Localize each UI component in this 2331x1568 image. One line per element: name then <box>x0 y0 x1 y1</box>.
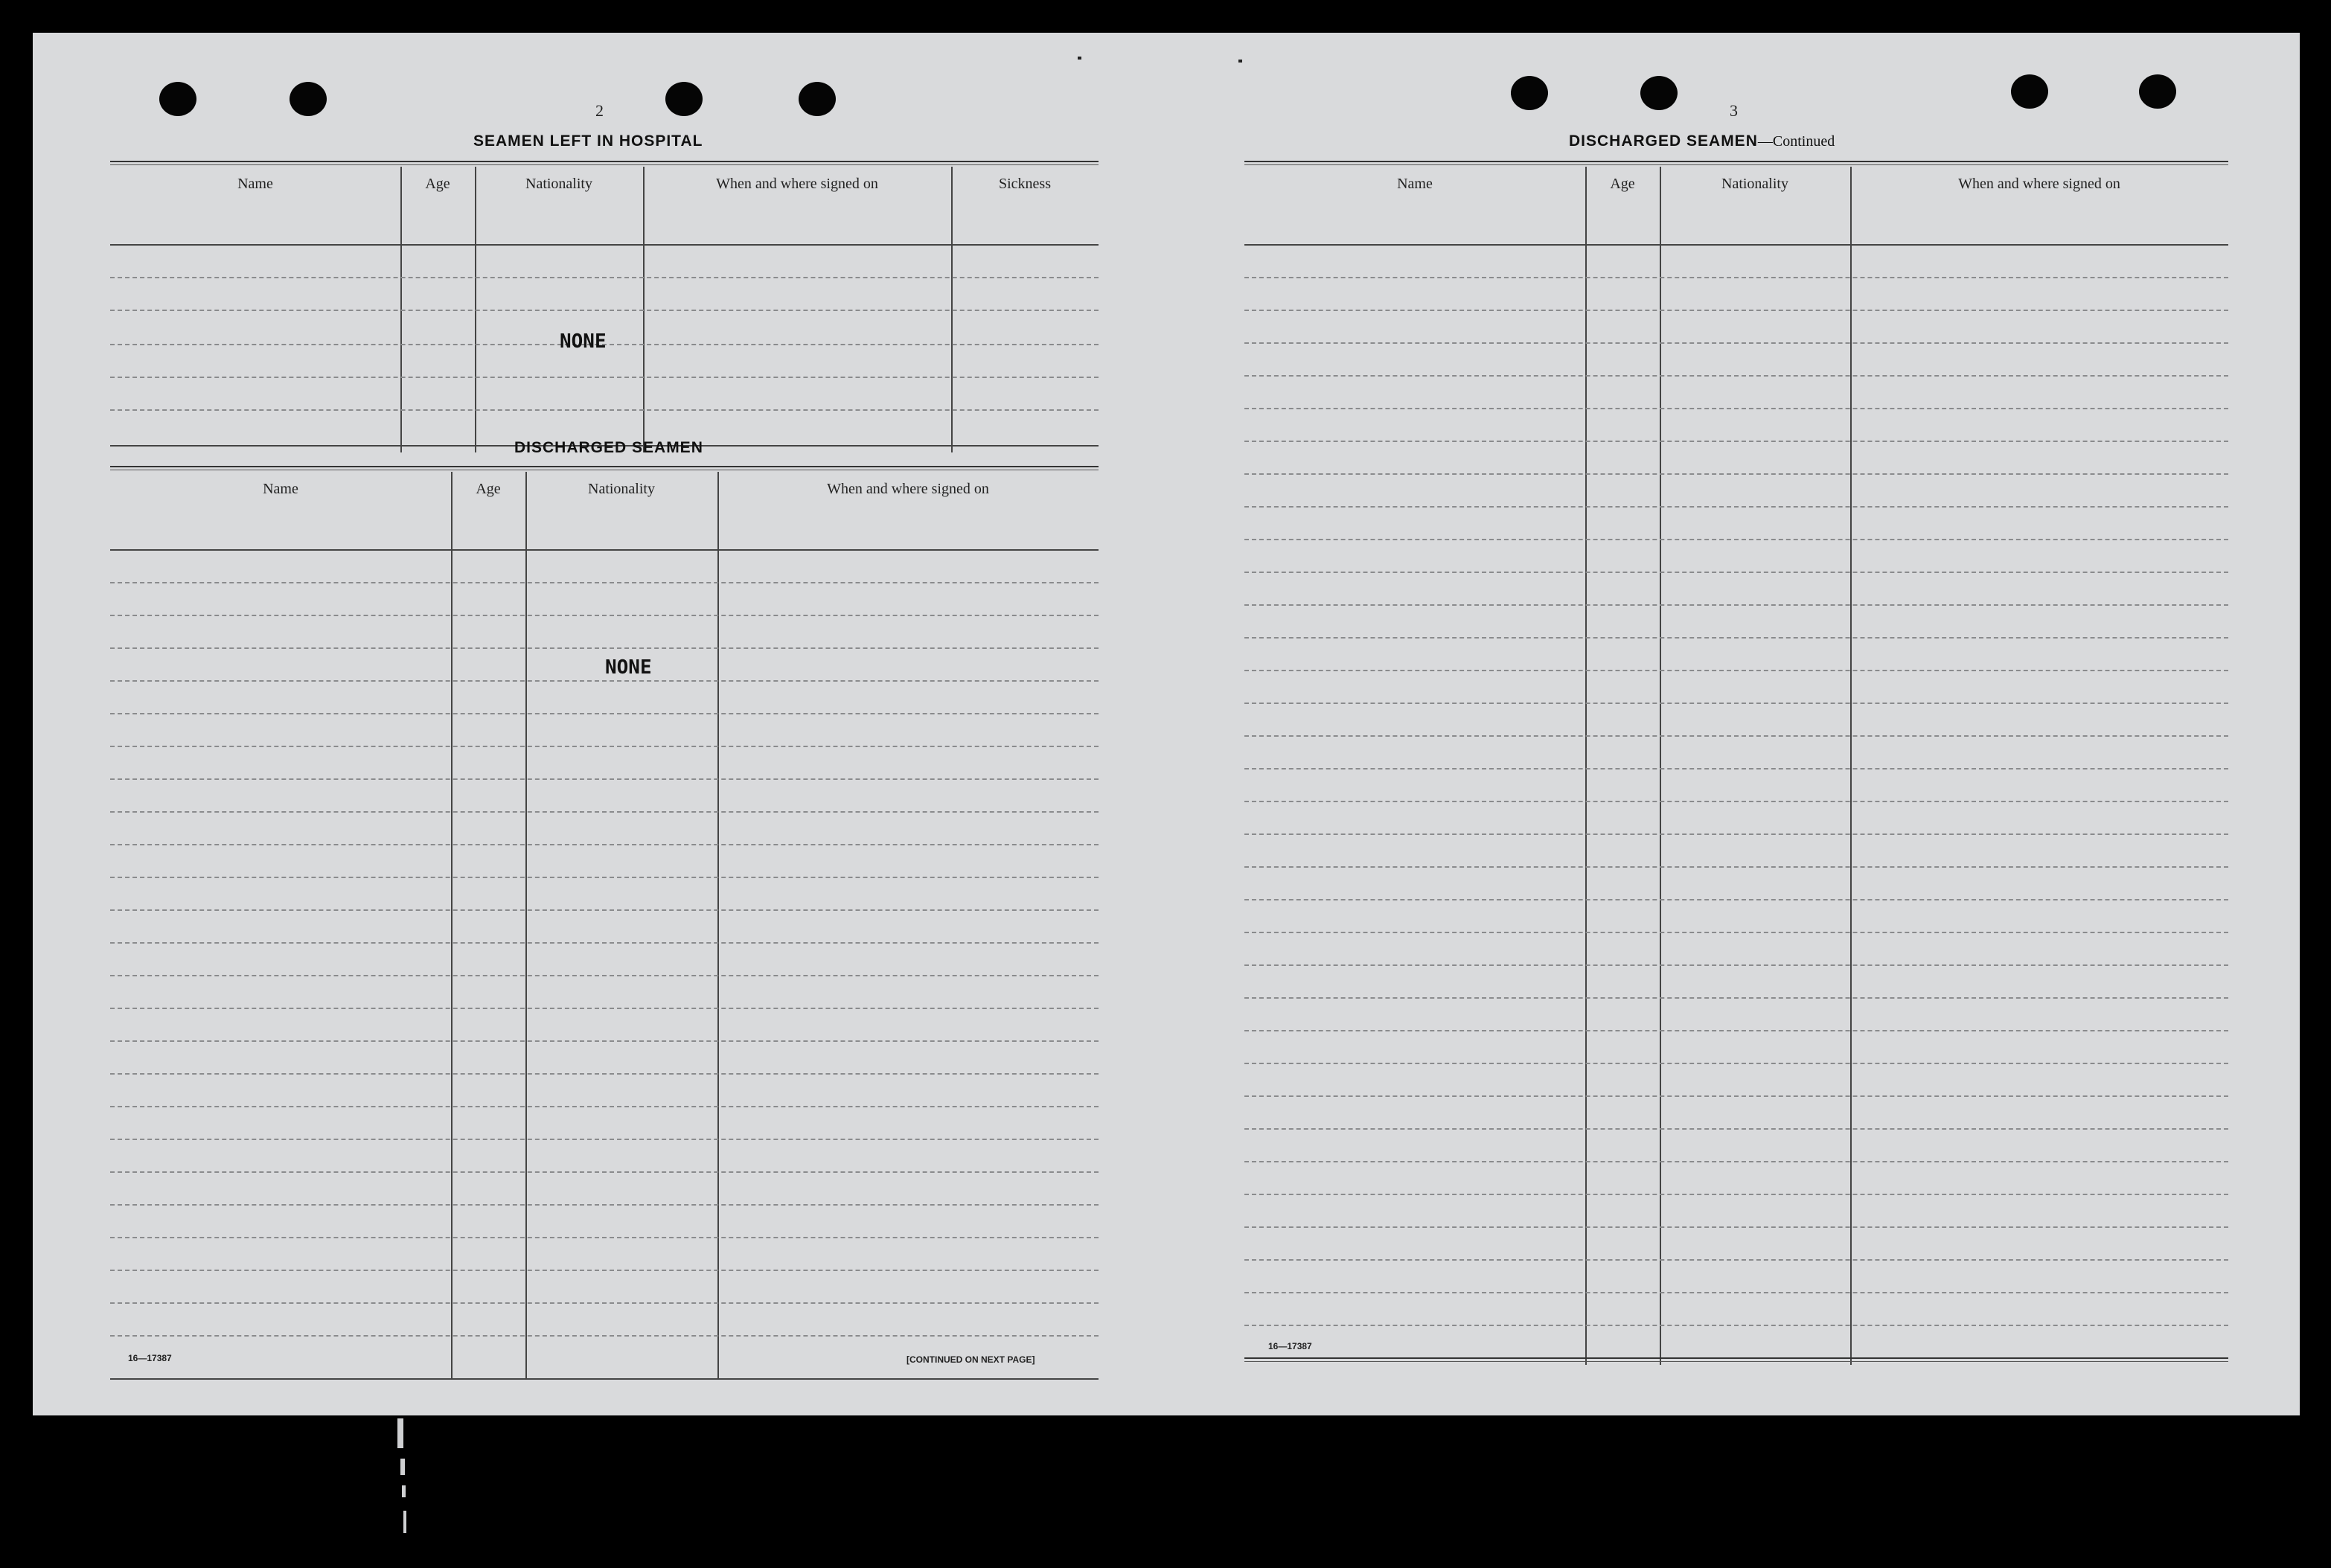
col-header-nationality: Nationality <box>1721 176 1788 192</box>
discharged-continued-title-main: DISCHARGED SEAMEN <box>1569 132 1758 150</box>
continued-note: [CONTINUED ON NEXT PAGE] <box>906 1354 1035 1365</box>
form-number-left: 16—17387 <box>128 1353 172 1363</box>
torn-edge-mark <box>403 1511 406 1533</box>
continued-suffix: —Continued <box>1757 133 1835 150</box>
col-header-age: Age <box>1610 176 1635 192</box>
discharged-continued-table <box>1244 161 2228 1369</box>
hospital-section-title: SEAMEN LEFT IN HOSPITAL <box>473 132 703 150</box>
hospital-none-entry: NONE <box>560 330 607 353</box>
punch-hole <box>2011 74 2048 109</box>
discharged-continued-title <box>1569 132 1835 150</box>
torn-edge-mark <box>397 1418 403 1448</box>
col-header-nationality: Nationality <box>525 176 592 192</box>
hospital-table <box>110 161 1099 452</box>
page-number-right: 3 <box>1730 101 1738 120</box>
col-header-age: Age <box>425 176 450 192</box>
col-header-name: Name <box>1397 176 1433 192</box>
col-header-nationality: Nationality <box>588 481 655 497</box>
col-header-sickness: Sickness <box>999 176 1051 192</box>
discharged-none-entry: NONE <box>605 656 652 679</box>
punch-hole <box>665 82 703 116</box>
col-header-name: Name <box>237 176 273 192</box>
torn-edge-mark <box>402 1485 406 1497</box>
col-header-name: Name <box>263 481 298 497</box>
col-header-signed-on: When and where signed on <box>827 481 989 497</box>
ink-speck <box>1238 60 1242 63</box>
document-sheet <box>33 33 2300 1415</box>
punch-hole <box>159 82 196 116</box>
punch-hole <box>799 82 836 116</box>
punch-hole <box>1511 76 1548 110</box>
page-number-left: 2 <box>595 101 604 120</box>
ink-speck <box>1078 57 1081 60</box>
col-header-age: Age <box>476 481 501 497</box>
torn-edge-mark <box>400 1459 405 1475</box>
discharged-table <box>110 466 1099 1383</box>
punch-hole <box>1640 76 1678 110</box>
col-header-signed-on: When and where signed on <box>1958 176 2120 192</box>
punch-hole <box>2139 74 2176 109</box>
punch-hole <box>290 82 327 116</box>
discharged-section-title: DISCHARGED SEAMEN <box>514 439 703 456</box>
col-header-signed-on: When and where signed on <box>716 176 878 192</box>
form-number-right: 16—17387 <box>1268 1341 1312 1351</box>
